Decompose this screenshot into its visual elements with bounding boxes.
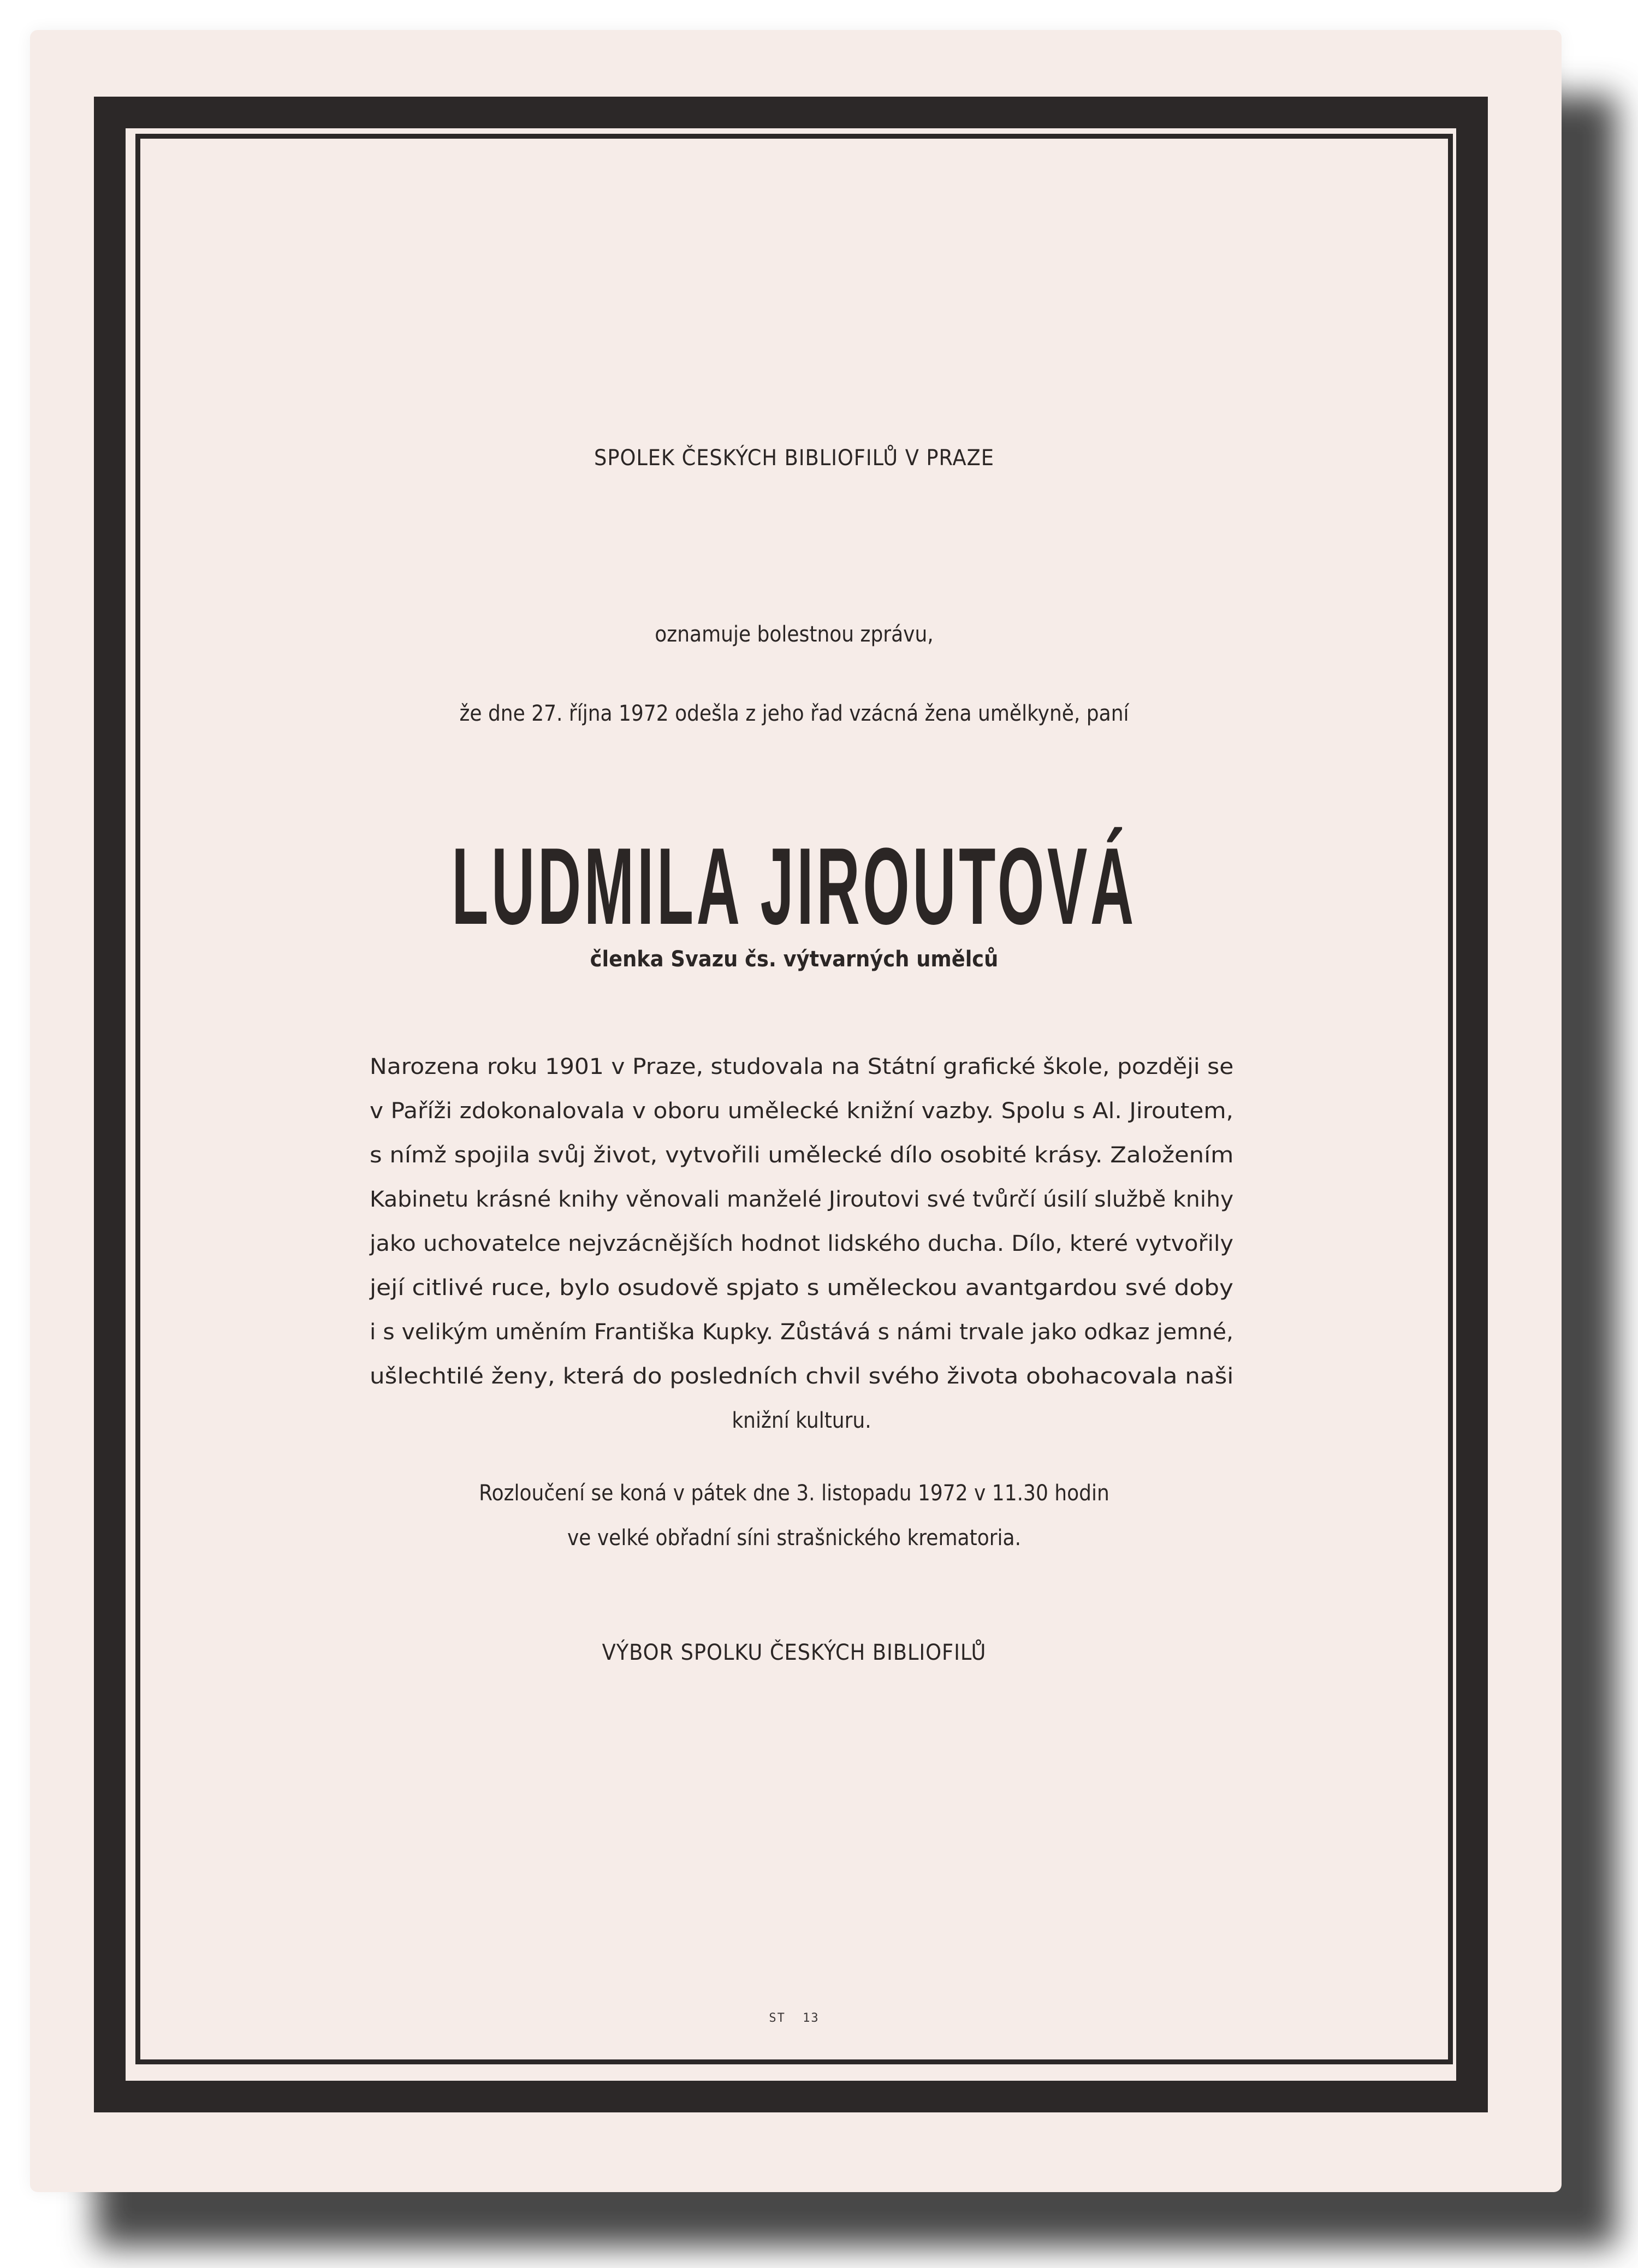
print-code-number: 13 xyxy=(803,2011,820,2025)
announcement-line: oznamuje bolestnou zprávu, xyxy=(655,622,934,647)
ceremony-line: Rozloučení se koná v pátek dne 3. listopadu 1972 v 11.30 hodin xyxy=(479,1481,1109,1506)
print-code-prefix: ST xyxy=(769,2011,786,2025)
biography-line: její citlivé ruce, bylo osudově spjato s uměleckou avantgardou své doby xyxy=(370,1275,1233,1301)
notice-content xyxy=(140,139,1448,2059)
biography-paragraph xyxy=(370,1045,1233,1443)
biography-line: s nímž spojila svůj život, vytvořili umělecké dílo osobité krásy. Založením xyxy=(370,1143,1234,1168)
paper-sheet xyxy=(30,30,1562,2192)
biography-line: Narozena roku 1901 v Praze, studovala na Státní grafické škole, později se xyxy=(370,1054,1234,1079)
print-code xyxy=(140,2011,1448,2025)
biography-line: ušlechtilé ženy, která do posledních chvil svého života obohacovala naši xyxy=(370,1364,1234,1389)
membership-line: členka Svazu čs. výtvarných umělců xyxy=(590,947,999,972)
biography-line: knižní kulturu. xyxy=(732,1408,871,1433)
biography-line: v Paříži zdokonalovala v oboru umělecké knižní vazby. Spolu s Al. Jiroutem, xyxy=(370,1099,1233,1124)
biography-line: jako uchovatelce nejvzácnějších hodnot lidského ducha. Dílo, které vytvořily xyxy=(370,1231,1233,1256)
ceremony-info xyxy=(140,1471,1448,1560)
ceremony-line: ve velké obřadní síni strašnického krematoria. xyxy=(567,1525,1022,1551)
signature-committee: VÝBOR SPOLKU ČESKÝCH BIBLIOFILŮ xyxy=(602,1640,987,1665)
deceased-name: LUDMILA JIROUTOVÁ xyxy=(452,826,1137,947)
biography-line: Kabinetu krásné knihy věnovali manželé Jiroutovi své tvůrčí úsilí službě knihy xyxy=(370,1187,1234,1212)
organization-header: SPOLEK ČESKÝCH BIBLIOFILŮ V PRAZE xyxy=(594,446,994,471)
biography-line: i s velikým uměním Františka Kupky. Zůstává s námi trvale jako odkaz jemné, xyxy=(370,1320,1234,1345)
date-of-death-line: že dne 27. října 1972 odešla z jeho řad vzácná žena umělkyně, paní xyxy=(459,701,1129,726)
